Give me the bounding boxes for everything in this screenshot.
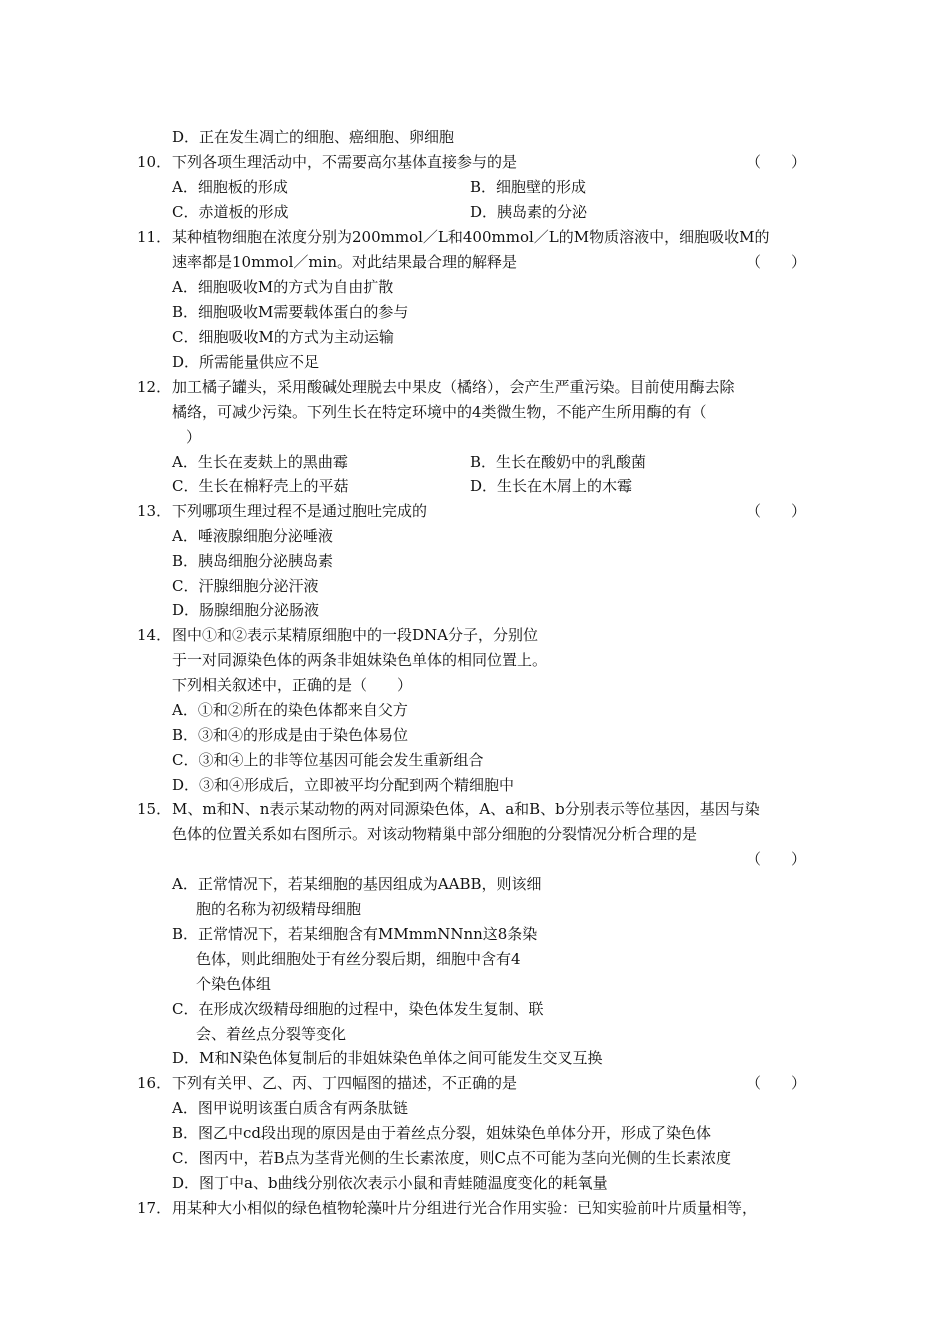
q11-option-d: D．所需能量供应不足 (172, 353, 320, 371)
q14-stem-line3: 下列相关叙述中，正确的是（ ） (172, 676, 413, 694)
q11-option-c: C．细胞吸收M的方式为主动运输 (172, 328, 394, 346)
q15-stem-line1: M、m和N、n表示某动物的两对同源染色体，A、a和B、b分别表示等位基因，基因与染 (172, 800, 760, 818)
q16-option-b: B．图乙中cd段出现的原因是由于着丝点分裂，姐妹染色单体分开，形成了染色体 (172, 1124, 712, 1142)
q16-option-d: D．图丁中a、b曲线分别依次表示小鼠和青蛙随温度变化的耗氧量 (172, 1174, 608, 1192)
q14-option-b: B．③和④的形成是由于染色体易位 (172, 726, 409, 744)
q15-answer-bracket: （ ） (746, 850, 807, 868)
q16-number: 16． (137, 1074, 172, 1092)
q11-stem-line1: 某种植物细胞在浓度分别为200mmol／L和400mmol／L的M物质溶液中，细胞吸收M的 (172, 228, 770, 246)
q12-option-a: A．生长在麦麸上的黑曲霉 (172, 453, 348, 471)
q12-number: 12． (137, 378, 172, 396)
q16-stem: 下列有关甲、乙、丙、丁四幅图的描述，不正确的是 (172, 1074, 518, 1092)
q13-number: 13． (137, 502, 172, 520)
q13-option-a: A．唾液腺细胞分泌唾液 (172, 527, 333, 545)
q14-stem-line2: 于一对同源染色体的两条非姐妹染色单体的相同位置上。 (172, 651, 548, 669)
q10-answer-bracket: （ ） (746, 153, 807, 171)
q11-number: 11． (137, 228, 172, 246)
q12-option-d: D．生长在木屑上的木霉 (470, 477, 633, 495)
q11-option-a: A．细胞吸收M的方式为自由扩散 (172, 278, 394, 296)
q10-option-a: A．细胞板的形成 (172, 178, 288, 196)
q13-option-c: C．汗腺细胞分泌汗液 (172, 577, 319, 595)
q9-option-d: D．正在发生凋亡的细胞、癌细胞、卵细胞 (172, 128, 455, 146)
q11-stem-line2: 速率都是10mmol／min。对此结果最合理的解释是 (172, 253, 518, 271)
q13-option-b: B．胰岛细胞分泌胰岛素 (172, 552, 334, 570)
q11-option-b: B．细胞吸收M需要载体蛋白的参与 (172, 303, 409, 321)
q13-answer-bracket: （ ） (746, 502, 807, 520)
q13-stem: 下列哪项生理过程不是通过胞吐完成的 (172, 502, 428, 520)
q17-number: 17． (137, 1199, 172, 1217)
q15-option-c-line1: C．在形成次级精母细胞的过程中，染色体发生复制、联 (172, 1000, 544, 1018)
q14-option-c: C．③和④上的非等位基因可能会发生重新组合 (172, 751, 484, 769)
q14-option-a: A．①和②所在的染色体都来自父方 (172, 701, 408, 719)
q15-option-a-line2: 胞的名称为初级精母细胞 (196, 900, 362, 918)
q15-option-b-line2: 色体，则此细胞处于有丝分裂后期，细胞中含有4 (196, 950, 521, 968)
q10-option-b: B．细胞壁的形成 (470, 178, 587, 196)
q10-number: 10． (137, 153, 172, 171)
q15-option-c-line2: 会、着丝点分裂等变化 (196, 1025, 347, 1043)
q12-stem-line1: 加工橘子罐头，采用酸碱处理脱去中果皮（橘络），会产生严重污染。目前使用酶去除 (172, 378, 735, 396)
q16-option-c: C．图丙中，若B点为茎背光侧的生长素浓度，则C点不可能为茎向光侧的生长素浓度 (172, 1149, 731, 1167)
q10-option-d: D．胰岛素的分泌 (470, 203, 588, 221)
q16-answer-bracket: （ ） (746, 1074, 807, 1092)
q10-stem: 下列各项生理活动中，不需要高尔基体直接参与的是 (172, 153, 518, 171)
q15-stem-line2: 色体的位置关系如右图所示。对该动物精巢中部分细胞的分裂情况分析合理的是 (172, 825, 698, 843)
q12-option-c: C．生长在棉籽壳上的平菇 (172, 477, 349, 495)
q16-option-a: A．图甲说明该蛋白质含有两条肽链 (172, 1099, 408, 1117)
q15-option-a-line1: A．正常情况下，若某细胞的基因组成为AABB，则该细 (172, 875, 542, 893)
q10-option-c: C．赤道板的形成 (172, 203, 289, 221)
q12-stem-line2: 橘络，可减少污染。下列生长在特定环境中的4类微生物，不能产生所用酶的有（ (172, 403, 707, 421)
q15-option-b-line3: 个染色体组 (196, 975, 272, 993)
q15-option-b-line1: B．正常情况下，若某细胞含有MMmmNNnn这8条染 (172, 925, 538, 943)
q12-stem-line3: ） (186, 428, 202, 446)
q15-option-d: D．M和N染色体复制后的非姐妹染色单体之间可能发生交叉互换 (172, 1049, 603, 1067)
q15-number: 15． (137, 800, 172, 818)
q11-answer-bracket: （ ） (746, 253, 807, 271)
q13-option-d: D．肠腺细胞分泌肠液 (172, 601, 320, 619)
q14-number: 14． (137, 626, 172, 644)
q14-stem-line1: 图中①和②表示某精原细胞中的一段DNA分子，分别位 (172, 626, 538, 644)
q12-option-b: B．生长在酸奶中的乳酸菌 (470, 453, 647, 471)
q14-option-d: D．③和④形成后，立即被平均分配到两个精细胞中 (172, 776, 515, 794)
q17-stem-line1: 用某种大小相似的绿色植物轮藻叶片分组进行光合作用实验：已知实验前叶片质量相等， (172, 1199, 758, 1217)
